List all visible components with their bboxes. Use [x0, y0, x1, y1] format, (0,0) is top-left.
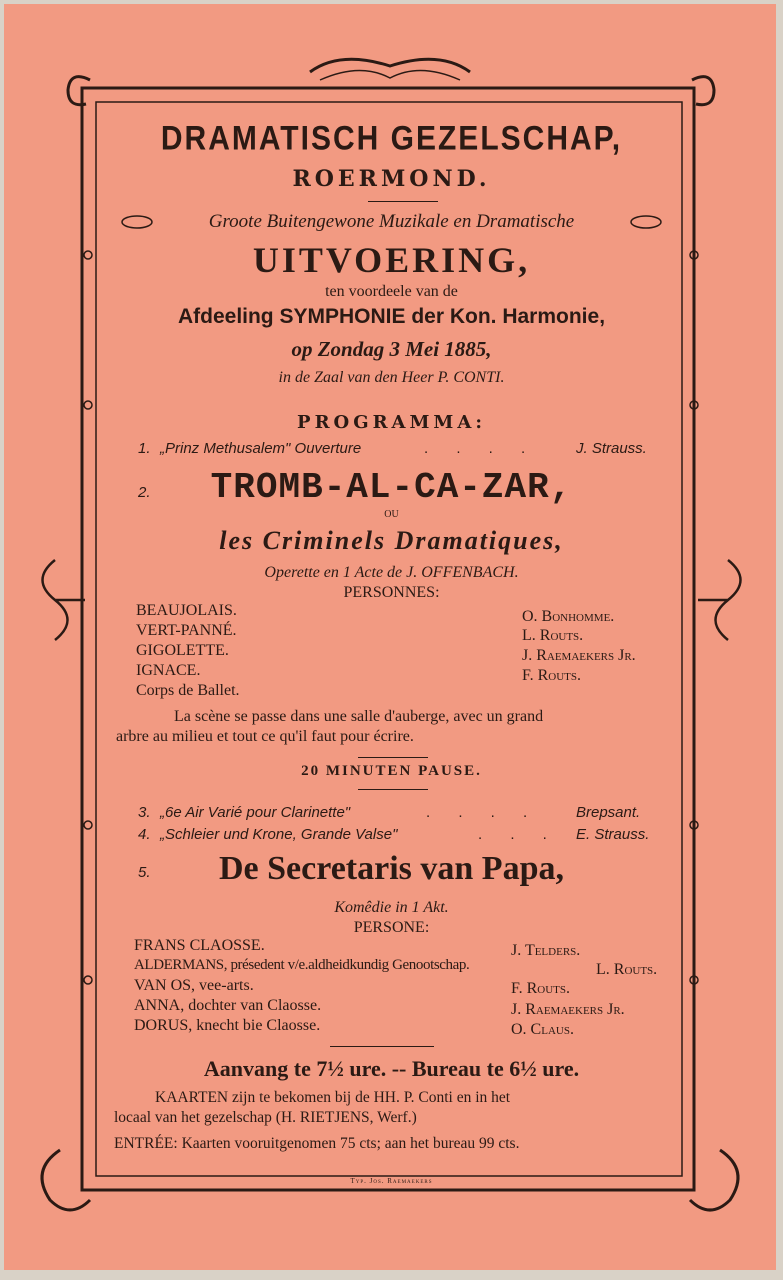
- venue-line: in de Zaal van den Heer P. CONTI.: [278, 369, 505, 386]
- item1-composer: J. Strauss.: [576, 440, 647, 457]
- item5-actor: J. Telders.: [511, 942, 581, 959]
- item5-role: ANNA, dochter van Claosse.: [134, 997, 322, 1014]
- item5-role: DORUS, knecht bie Claosse.: [134, 1017, 321, 1034]
- item2-actor: F. Routs.: [522, 667, 582, 684]
- item2-actor: L. Routs.: [522, 627, 584, 644]
- tickets-line-1: KAARTEN zijn te bekomen bij de HH. P. Conti en in het: [155, 1089, 511, 1106]
- benefit-intro: ten voordeele van de: [325, 283, 458, 300]
- start-times: Aanvang te 7½ ure. -- Bureau te 6½ ure.: [203, 1056, 580, 1081]
- item4-title: „Schleier und Krone, Grande Valse": [160, 826, 398, 843]
- printer-credit: Typ. Jos. Raemaekers: [350, 1177, 433, 1185]
- item3-dots: . . . .: [426, 804, 540, 821]
- item2-actor: J. Raemaekers Jr.: [522, 647, 636, 664]
- item2-role: BEAUJOLAIS.: [136, 602, 237, 619]
- item5-cast-heading: PERSONE:: [353, 919, 430, 936]
- entree-prices: ENTRÉE: Kaarten vooruitgenomen 75 cts; aan het bureau 99 cts.: [114, 1135, 520, 1152]
- item3-composer: Brepsant.: [576, 804, 641, 821]
- society-title: DRAMATISCH GEZELSCHAP,: [160, 119, 623, 158]
- item2-subtitle: les Criminels Dramatiques,: [219, 526, 564, 555]
- item1-title: „Prinz Methusalem" Ouverture: [160, 440, 362, 457]
- item5-title: De Secretaris van Papa,: [219, 850, 564, 887]
- item3-title: „6e Air Varié pour Clarinette": [160, 804, 351, 821]
- item2-cast-heading: PERSONNES:: [343, 584, 440, 601]
- item2-number: 2.: [138, 484, 151, 501]
- item5-actor: O. Claus.: [511, 1021, 574, 1038]
- item2-title: TROMB-AL-CA-ZAR,: [210, 467, 573, 508]
- tickets-line-2: locaal van het gezelschap (H. RIETJENS, Werf.): [114, 1109, 417, 1126]
- item5-number: 5.: [138, 864, 151, 881]
- item4-number: 4.: [138, 826, 151, 843]
- event-title: UITVOERING,: [252, 240, 531, 280]
- item5-role: FRANS CLAOSSE.: [134, 937, 265, 954]
- item2-description: Operette en 1 Acte de J. OFFENBACH.: [264, 564, 519, 581]
- divider: [358, 789, 428, 790]
- programme-heading: PROGRAMMA:: [297, 412, 486, 433]
- item3-number: 3.: [138, 804, 151, 821]
- item2-role: GIGOLETTE.: [136, 642, 229, 659]
- city-name: ROERMOND.: [292, 166, 491, 192]
- divider: [358, 757, 428, 758]
- divider: [368, 201, 438, 202]
- item2-role: Corps de Ballet.: [136, 682, 240, 699]
- item2-ou: OU: [384, 509, 399, 520]
- item4-dots: . . .: [478, 826, 559, 843]
- item1-dots: . . . .: [424, 440, 538, 457]
- item5-actor: J. Raemaekers Jr.: [511, 1001, 625, 1018]
- item1-number: 1.: [138, 440, 151, 457]
- scene-line-1: La scène se passe dans une salle d'auberge, avec un grand: [174, 708, 544, 725]
- item4-composer: E. Strauss.: [576, 826, 650, 843]
- subtitle: Groote Buitengewone Muzikale en Dramatische: [208, 211, 575, 232]
- scene-line-2: arbre au milieu et tout ce qu'il faut pour écrire.: [116, 728, 414, 745]
- item2-role: IGNACE.: [136, 662, 201, 679]
- benefit-line: Afdeeling SYMPHONIE der Kon. Harmonie,: [177, 305, 606, 328]
- performance-date: op Zondag 3 Mei 1885,: [291, 337, 492, 361]
- item5-actor: L. Routs.: [596, 961, 658, 978]
- item2-role: VERT-PANNÉ.: [136, 622, 237, 639]
- item5-description: Komêdie in 1 Akt.: [334, 899, 449, 916]
- item5-role: ALDERMANS, présedent v/e.aldheidkundig Genootschap.: [134, 957, 470, 973]
- divider: [330, 1046, 434, 1047]
- item2-actor: O. Bonhomme.: [522, 608, 615, 625]
- item5-role: VAN OS, vee-arts.: [134, 977, 254, 994]
- item5-actor: F. Routs.: [511, 980, 571, 997]
- pause-notice: 20 MINUTEN PAUSE.: [301, 763, 482, 779]
